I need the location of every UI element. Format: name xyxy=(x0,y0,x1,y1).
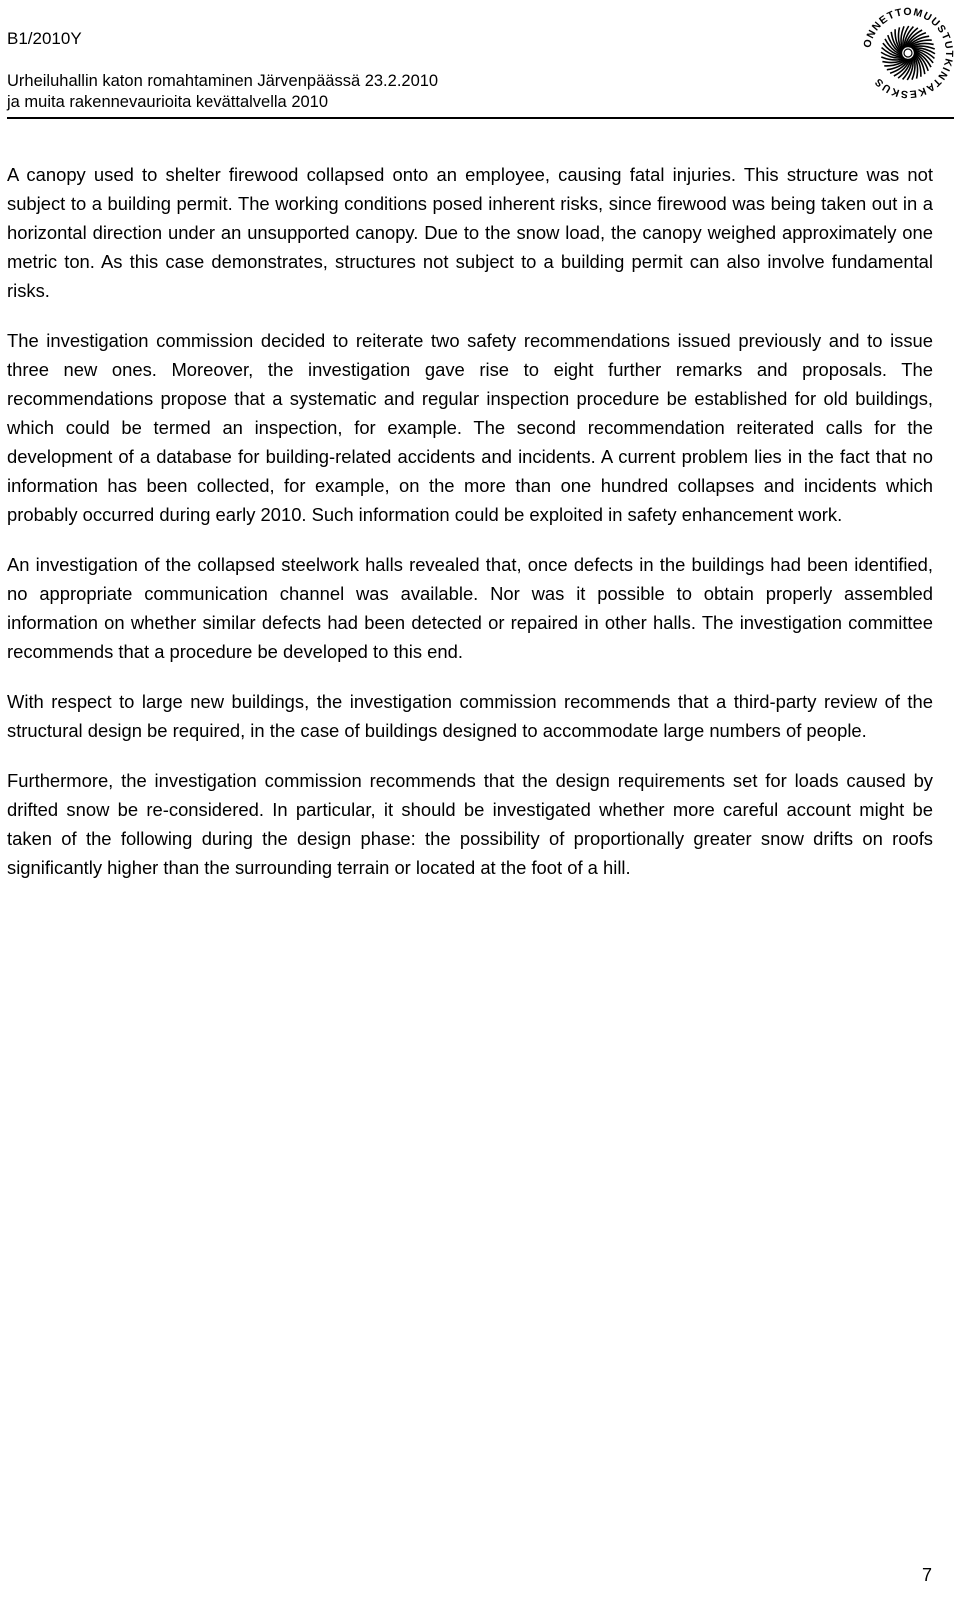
paragraph-steelwork-halls: An investigation of the collapsed steelwork halls revealed that, once defects in the buildings had been identified, no appropriate communication channel was available. Nor was it possible to obtain properly assembled information on whether similar defects had been detected or repaired in other halls. The investigation committee recommends that a procedure be developed to this end. xyxy=(7,554,933,662)
logo-seal-icon xyxy=(857,2,959,104)
paragraph-drifted-snow: Furthermore, the investigation commission recommends that the design requirements set for loads caused by drifted snow be re-considered. In particular, it should be investigated whether more careful account might be taken of the following during the design phase: the possibility of proportionally greater snow drifts on roofs significantly higher than the surrounding terrain or located at the foot of a hill. xyxy=(7,770,933,878)
logo-lettering: ONNETTOMUUSTUTKINTAKESKUS xyxy=(861,5,956,101)
onnettomuustutkintakeskus-logo xyxy=(857,2,959,104)
paragraph-third-party-review: With respect to large new buildings, the investigation commission recommends that a third-party review of the structural design be required, in the case of buildings designed to accommodate large numbers of people. xyxy=(7,691,933,741)
document-title-line-1: Urheiluhallin katon romahtaminen Järvenpäässä 23.2.2010 xyxy=(7,72,439,90)
document-code: B1/2010Y xyxy=(7,29,82,48)
main-body xyxy=(7,160,933,903)
paragraph-canopy-collapse: A canopy used to shelter firewood collapsed onto an employee, causing fatal injuries. This structure was not subject to a building permit. The working conditions posed inherent risks, since firewood was being taken out in a horizontal direction under an unsupported canopy. Due to the snow load, the canopy weighed approximately one metric ton. As this case demonstrates, structures not subject to a building permit can also involve fundamental risks. xyxy=(7,164,933,301)
paragraph-safety-recommendations: The investigation commission decided to reiterate two safety recommendations issued previously and to issue three new ones. Moreover, the investigation gave rise to eight further remarks and proposals. The recommendations propose that a systematic and regular inspection procedure be established for old buildings, which could be termed an inspection, for example. The second recommendation reiterated calls for the development of a database for building-related accidents and incidents. A current problem lies in the fact that no information has been collected, for example, on the more than one hundred collapses and incidents which probably occurred during early 2010. Such information could be exploited in safety enhancement work. xyxy=(7,330,933,525)
document-title-line-2: ja muita rakennevaurioita kevättalvella 2010 xyxy=(7,93,329,111)
page-number: 7 xyxy=(921,1565,932,1585)
page-header xyxy=(0,0,960,120)
header-divider xyxy=(7,117,954,119)
document-title xyxy=(7,71,438,113)
